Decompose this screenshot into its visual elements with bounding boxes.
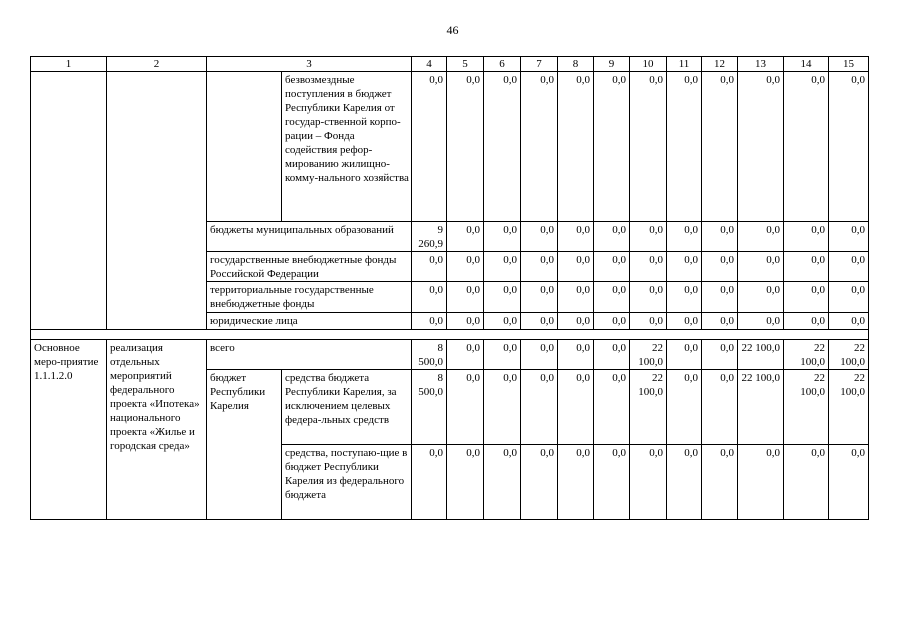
row-label: территориальные государственные внебюджетные фонды	[207, 282, 412, 313]
value-cell: 0,0	[558, 340, 594, 370]
value-cell: 0,0	[702, 370, 738, 445]
value-cell: 0,0	[784, 313, 829, 330]
row-label: юридические лица	[207, 313, 412, 330]
header-cell: 4	[412, 57, 447, 72]
value-cell: 0,0	[558, 370, 594, 445]
row-label: безвозмездные поступления в бюджет Республики Карелия от государ-ственной корпо-рации – Фонда содействия рефор-мированию жилищно-комму-нального хозяйства	[282, 72, 412, 222]
row-label: средства бюджета Республики Карелия, за исключением целевых федера-льных средств	[282, 370, 412, 445]
header-cell: 13	[738, 57, 784, 72]
header-cell: 11	[667, 57, 702, 72]
header-cell: 8	[558, 57, 594, 72]
value-cell: 0,0	[447, 313, 484, 330]
value-cell: 0,0	[447, 445, 484, 520]
value-cell: 0,0	[412, 282, 447, 313]
value-cell: 0,0	[594, 222, 630, 252]
value-cell: 0,0	[558, 72, 594, 222]
value-cell: 0,0	[484, 340, 521, 370]
empty-cell	[31, 72, 107, 330]
value-cell: 0,0	[484, 370, 521, 445]
value-cell: 0,0	[630, 252, 667, 282]
budget-label: бюджет Республики Карелия	[207, 370, 282, 520]
value-cell: 0,0	[702, 252, 738, 282]
value-cell: 0,0	[594, 340, 630, 370]
value-cell: 0,0	[521, 445, 558, 520]
value-cell: 0,0	[630, 222, 667, 252]
value-cell: 22 100,0	[630, 370, 667, 445]
value-cell: 0,0	[594, 313, 630, 330]
value-cell: 0,0	[829, 72, 869, 222]
value-cell: 0,0	[558, 313, 594, 330]
value-cell: 22 100,0	[738, 370, 784, 445]
value-cell: 0,0	[738, 222, 784, 252]
measure-description: реализация отдельных мероприятий федерального проекта «Ипотека» национального проекта «Жилье и городская среда»	[107, 340, 207, 520]
value-cell: 0,0	[521, 340, 558, 370]
empty-cell	[107, 72, 207, 330]
header-cell: 7	[521, 57, 558, 72]
budget-table	[30, 56, 869, 520]
value-cell: 0,0	[667, 252, 702, 282]
row-label: бюджеты муниципальных образований	[207, 222, 412, 252]
value-cell: 0,0	[447, 340, 484, 370]
value-cell: 0,0	[594, 72, 630, 222]
value-cell: 0,0	[521, 370, 558, 445]
value-cell: 0,0	[412, 445, 447, 520]
header-cell: 1	[31, 57, 107, 72]
value-cell: 0,0	[738, 252, 784, 282]
value-cell: 0,0	[784, 282, 829, 313]
value-cell: 0,0	[558, 252, 594, 282]
value-cell: 0,0	[484, 72, 521, 222]
value-cell: 0,0	[484, 313, 521, 330]
value-cell: 0,0	[829, 222, 869, 252]
measure-code: Основное меро-приятие 1.1.1.2.0	[31, 340, 107, 520]
value-cell: 0,0	[484, 252, 521, 282]
value-cell: 0,0	[594, 370, 630, 445]
header-cell: 12	[702, 57, 738, 72]
spacer-row	[31, 330, 869, 340]
value-cell: 0,0	[558, 445, 594, 520]
value-cell: 0,0	[738, 282, 784, 313]
value-cell: 22 100,0	[784, 340, 829, 370]
value-cell: 0,0	[558, 222, 594, 252]
value-cell: 0,0	[558, 282, 594, 313]
row-label: государственные внебюджетные фонды Российской Федерации	[207, 252, 412, 282]
value-cell: 0,0	[484, 445, 521, 520]
value-cell: 0,0	[738, 445, 784, 520]
spacer-cell	[31, 330, 869, 340]
value-cell: 0,0	[521, 313, 558, 330]
value-cell: 0,0	[484, 282, 521, 313]
value-cell: 0,0	[412, 252, 447, 282]
value-cell: 0,0	[594, 282, 630, 313]
value-cell: 0,0	[702, 222, 738, 252]
value-cell: 0,0	[738, 313, 784, 330]
table-row	[31, 340, 869, 370]
value-cell: 0,0	[484, 222, 521, 252]
value-cell: 22 100,0	[630, 340, 667, 370]
value-cell: 0,0	[702, 72, 738, 222]
value-cell: 0,0	[667, 313, 702, 330]
empty-cell	[207, 72, 282, 222]
row-label: всего	[207, 340, 412, 370]
value-cell: 0,0	[829, 282, 869, 313]
header-cell: 2	[107, 57, 207, 72]
value-cell: 0,0	[412, 313, 447, 330]
table-row	[31, 72, 869, 222]
value-cell: 22 100,0	[784, 370, 829, 445]
value-cell: 0,0	[630, 282, 667, 313]
value-cell: 22 100,0	[829, 340, 869, 370]
value-cell: 0,0	[784, 445, 829, 520]
value-cell: 0,0	[630, 72, 667, 222]
value-cell: 0,0	[667, 72, 702, 222]
value-cell: 0,0	[702, 282, 738, 313]
value-cell: 0,0	[784, 222, 829, 252]
value-cell: 8 500,0	[412, 340, 447, 370]
header-cell: 9	[594, 57, 630, 72]
page-number: 46	[446, 23, 459, 37]
value-cell: 22 100,0	[829, 370, 869, 445]
value-cell: 0,0	[630, 445, 667, 520]
value-cell: 0,0	[447, 222, 484, 252]
value-cell: 0,0	[829, 313, 869, 330]
value-cell: 0,0	[447, 252, 484, 282]
value-cell: 0,0	[630, 313, 667, 330]
value-cell: 0,0	[447, 282, 484, 313]
value-cell: 0,0	[702, 445, 738, 520]
value-cell: 0,0	[738, 72, 784, 222]
value-cell: 0,0	[594, 445, 630, 520]
value-cell: 0,0	[829, 445, 869, 520]
value-cell: 0,0	[784, 252, 829, 282]
value-cell: 0,0	[702, 313, 738, 330]
header-cell: 5	[447, 57, 484, 72]
value-cell: 0,0	[447, 72, 484, 222]
value-cell: 22 100,0	[738, 340, 784, 370]
header-cell: 14	[784, 57, 829, 72]
value-cell: 0,0	[667, 445, 702, 520]
value-cell: 0,0	[784, 72, 829, 222]
header-cell: 6	[484, 57, 521, 72]
value-cell: 0,0	[702, 340, 738, 370]
header-cell: 15	[829, 57, 869, 72]
value-cell: 0,0	[521, 222, 558, 252]
value-cell: 0,0	[667, 222, 702, 252]
value-cell: 0,0	[521, 282, 558, 313]
row-label: средства, поступаю-щие в бюджет Республики Карелия из федерального бюджета	[282, 445, 412, 520]
value-cell: 0,0	[521, 252, 558, 282]
value-cell: 0,0	[521, 72, 558, 222]
value-cell: 0,0	[667, 340, 702, 370]
value-cell: 0,0	[447, 370, 484, 445]
value-cell: 0,0	[594, 252, 630, 282]
header-cell: 3	[207, 57, 412, 72]
value-cell: 0,0	[829, 252, 869, 282]
value-cell: 0,0	[412, 72, 447, 222]
value-cell: 0,0	[667, 370, 702, 445]
header-row	[31, 57, 869, 72]
value-cell: 8 500,0	[412, 370, 447, 445]
header-cell: 10	[630, 57, 667, 72]
value-cell: 0,0	[667, 282, 702, 313]
value-cell: 9 260,9	[412, 222, 447, 252]
